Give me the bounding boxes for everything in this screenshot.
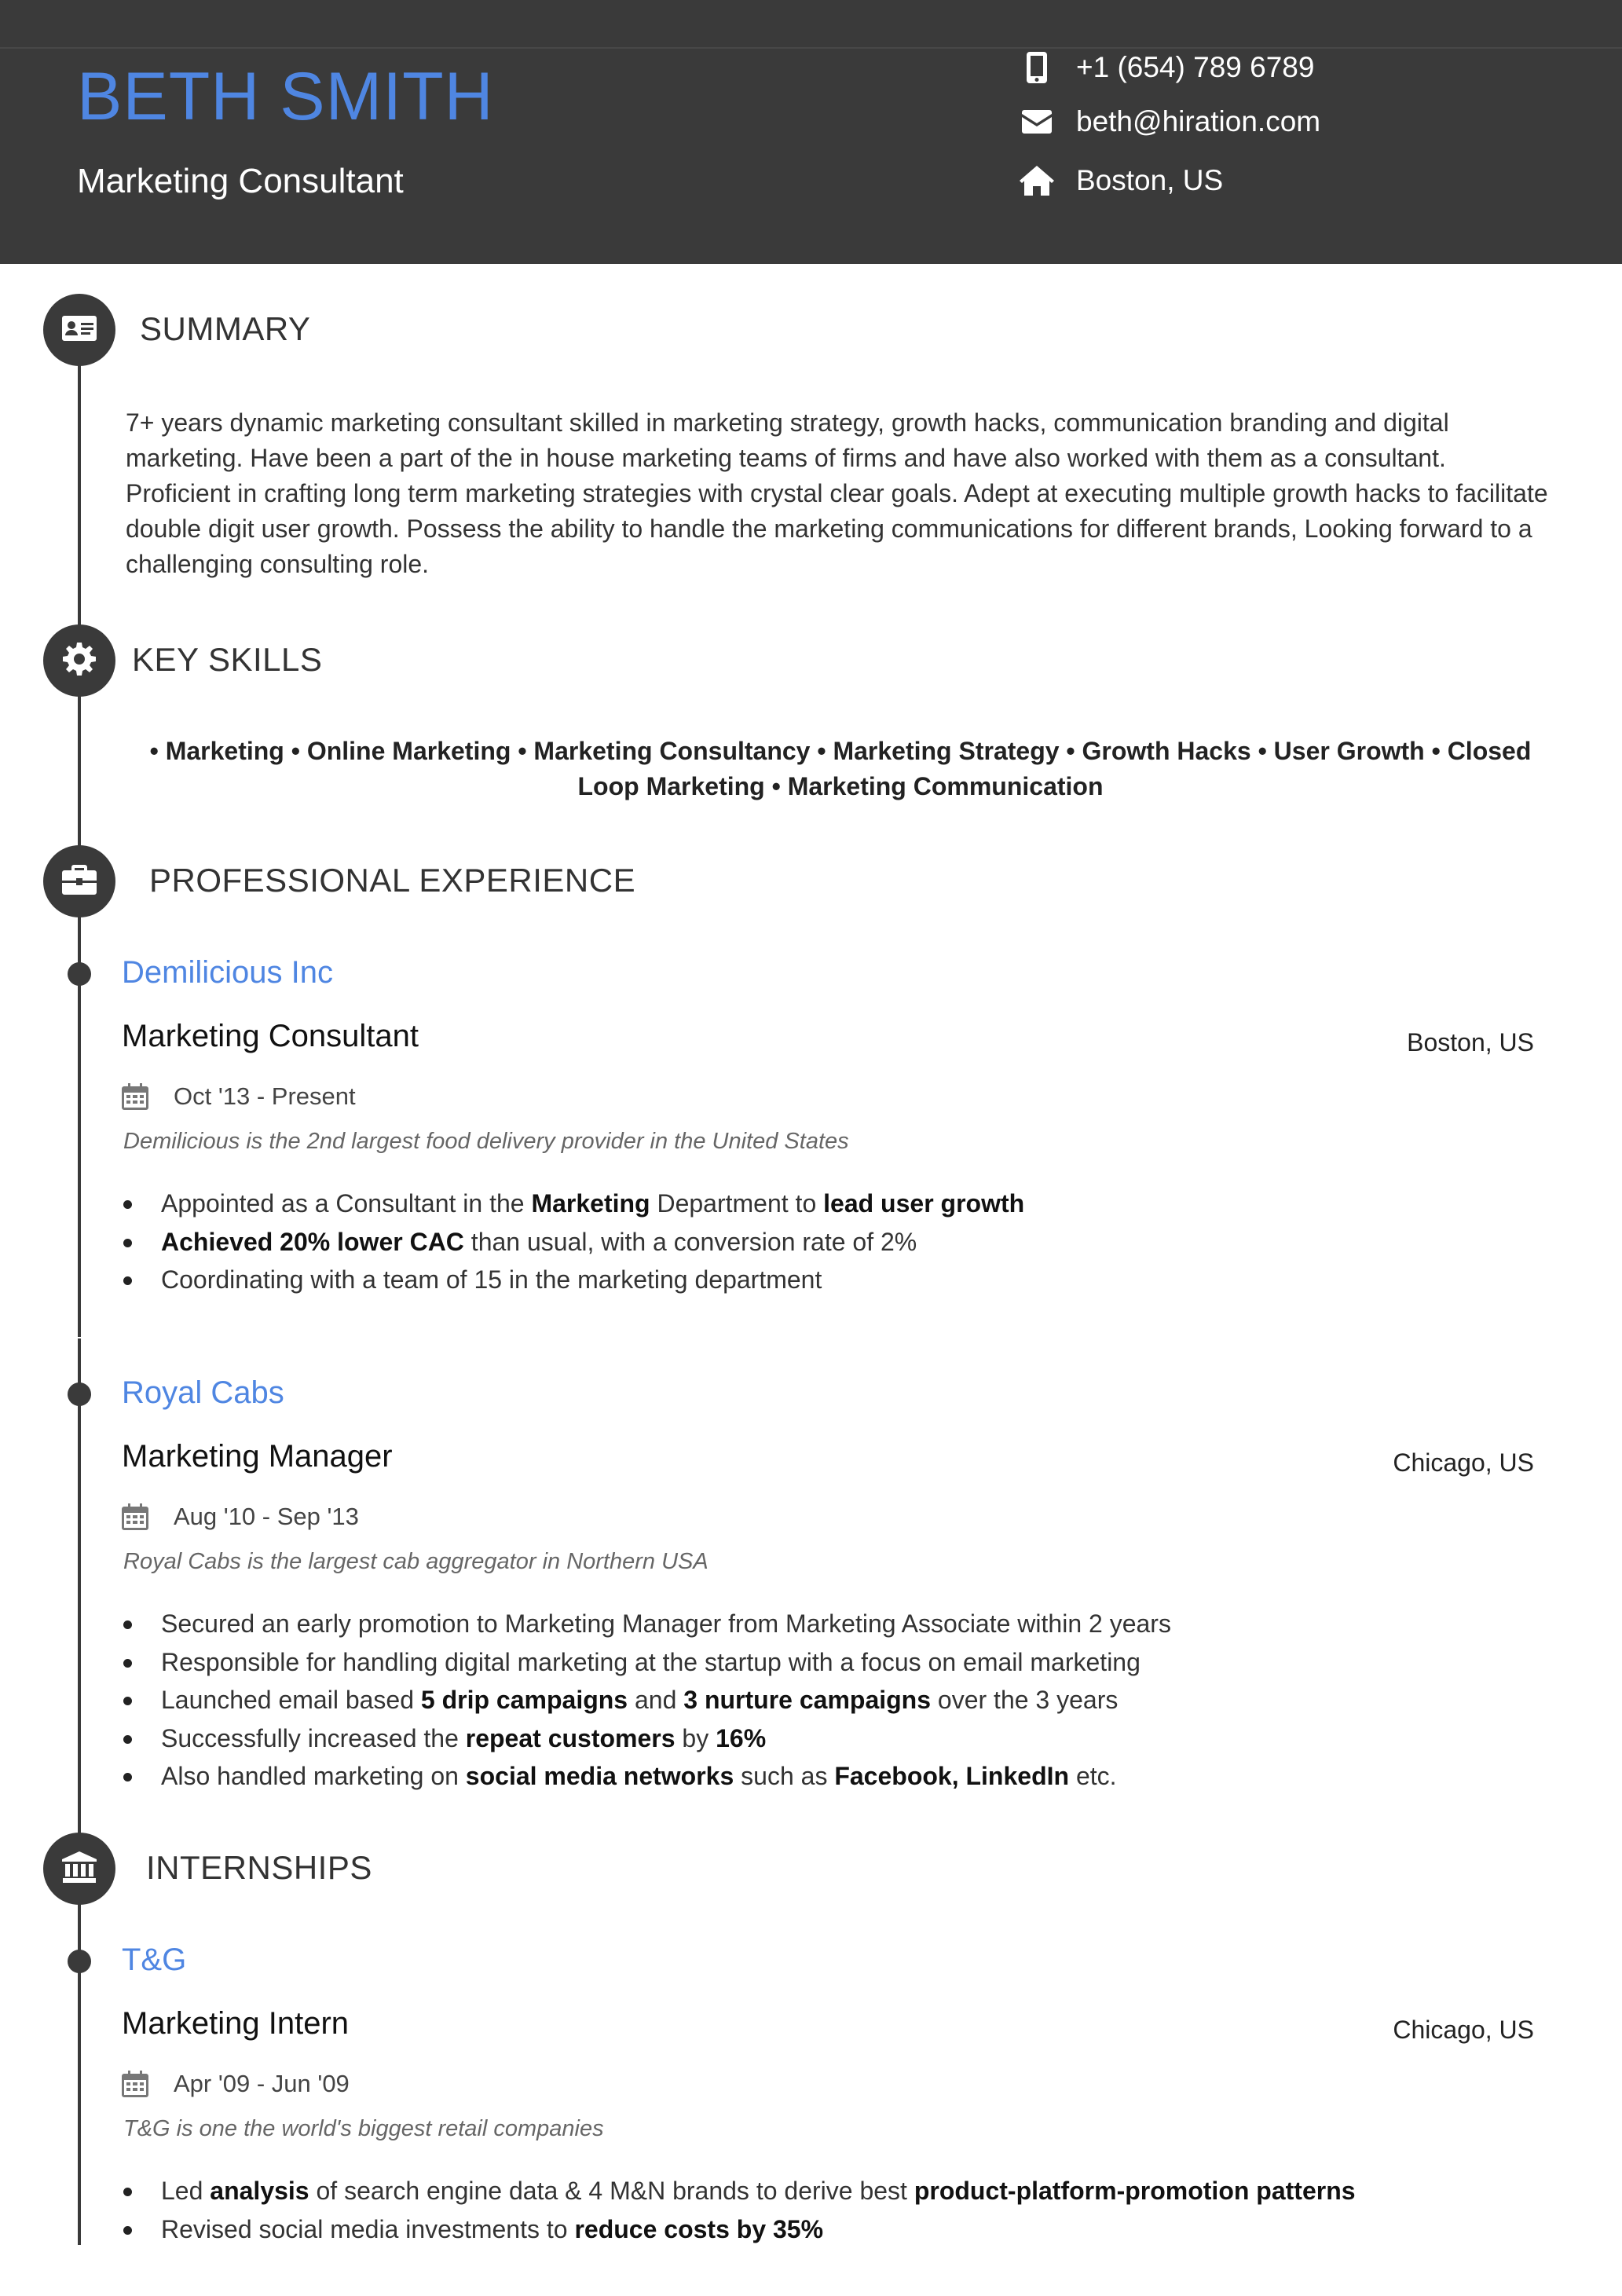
company-name: T&G bbox=[122, 1943, 187, 1977]
job-title: Marketing Consultant bbox=[122, 1019, 419, 1053]
id-card-icon bbox=[62, 316, 97, 345]
job-location: Boston, US bbox=[1407, 1028, 1534, 1056]
job-dates-text: Aug '10 - Sep '13 bbox=[174, 1503, 359, 1530]
contact-phone bbox=[1020, 50, 1314, 85]
company-name: Royal Cabs bbox=[122, 1375, 284, 1410]
envelope-icon bbox=[1020, 104, 1054, 139]
internships-heading: INTERNSHIPS bbox=[146, 1849, 372, 1886]
institution-icon bbox=[62, 1851, 97, 1887]
skills-list: • Marketing • Online Marketing • Marketing Consultancy • Marketing Strategy • Growth Hacks • User Growth • Closed Loop Marketing • Marketing Communication bbox=[149, 737, 1532, 800]
job-marker bbox=[68, 962, 91, 986]
job-marker bbox=[68, 1950, 91, 1973]
bullet-item: Also handled marketing on social media networks such as Facebook, LinkedIn etc. bbox=[122, 1757, 1171, 1796]
mobile-phone-icon bbox=[1020, 50, 1054, 85]
job-dates bbox=[122, 1503, 359, 1531]
job-location: Chicago, US bbox=[1393, 2016, 1534, 2044]
company-description: Demilicious is the 2nd largest food delivery provider in the United States bbox=[123, 1129, 849, 1154]
calendar-icon bbox=[122, 2071, 148, 2097]
bullet-item: Appointed as a Consultant in the Marketing Department to lead user growth bbox=[122, 1185, 1024, 1223]
candidate-name: BETH SMITH bbox=[77, 59, 494, 134]
contact-location bbox=[1020, 163, 1223, 198]
job-dates bbox=[122, 2070, 350, 2098]
job-dates-text: Apr '09 - Jun '09 bbox=[174, 2070, 350, 2097]
bullet-item: Responsible for handling digital marketing at the startup with a focus on email marketing bbox=[122, 1643, 1171, 1682]
job-dates bbox=[122, 1082, 356, 1111]
job-location: Chicago, US bbox=[1393, 1448, 1534, 1477]
email-text: beth@hiration.com bbox=[1076, 105, 1321, 137]
job-bullets bbox=[122, 1185, 1024, 1299]
bullet-item: Secured an early promotion to Marketing Manager from Marketing Associate within 2 years bbox=[122, 1605, 1171, 1643]
bullet-item: Led analysis of search engine data & 4 M&N brands to derive best product-platform-promotion patterns bbox=[122, 2172, 1356, 2210]
job-bullets bbox=[122, 1605, 1171, 1796]
experience-icon-badge bbox=[43, 845, 115, 917]
timeline-line bbox=[78, 330, 81, 1337]
location-text: Boston, US bbox=[1076, 164, 1224, 196]
bullet-item: Coordinating with a team of 15 in the marketing department bbox=[122, 1261, 1024, 1299]
bullet-item: Revised social media investments to reduce costs by 35% bbox=[122, 2210, 1356, 2249]
phone-text: +1 (654) 789 6789 bbox=[1076, 51, 1315, 83]
timeline-line-lower bbox=[78, 1338, 81, 2245]
briefcase-icon bbox=[62, 865, 97, 899]
summary-icon-badge bbox=[43, 294, 115, 366]
bullet-item: Launched email based 5 drip campaigns and 3 nurture campaigns over the 3 years bbox=[122, 1681, 1171, 1719]
experience-heading: PROFESSIONAL EXPERIENCE bbox=[149, 862, 636, 899]
company-description: T&G is one the world's biggest retail companies bbox=[123, 2116, 604, 2141]
contact-email bbox=[1020, 104, 1320, 139]
summary-heading: SUMMARY bbox=[140, 310, 311, 347]
resume-header bbox=[0, 0, 1622, 264]
company-name: Demilicious Inc bbox=[122, 955, 333, 990]
header-divider bbox=[0, 47, 1622, 49]
job-dates-text: Oct '13 - Present bbox=[174, 1082, 356, 1110]
bullet-item: Successfully increased the repeat customers by 16% bbox=[122, 1719, 1171, 1758]
skills-heading: KEY SKILLS bbox=[132, 641, 323, 678]
summary-text: 7+ years dynamic marketing consultant skilled in marketing strategy, growth hacks, communication branding and digital marketing. Have been a part of the in house marketing teams of firms and have also worked with them as a consultant. Proficient in crafting long term marketing strategies with crystal clear goals. Adept at executing multiple growth hacks to facilitate double digit user growth. Possess the ability to handle the marketing communications for different brands, Looking forward to a challenging consulting role. bbox=[126, 408, 1548, 578]
bullet-item: Achieved 20% lower CAC than usual, with a conversion rate of 2% bbox=[122, 1223, 1024, 1262]
calendar-icon bbox=[122, 1503, 148, 1530]
company-description: Royal Cabs is the largest cab aggregator in Northern USA bbox=[123, 1549, 708, 1574]
internships-icon-badge bbox=[43, 1833, 115, 1905]
calendar-icon bbox=[122, 1083, 148, 1110]
job-title: Marketing Manager bbox=[122, 1439, 393, 1474]
job-bullets bbox=[122, 2172, 1356, 2248]
candidate-role: Marketing Consultant bbox=[77, 162, 404, 200]
job-marker bbox=[68, 1382, 91, 1406]
home-icon bbox=[1020, 163, 1054, 198]
job-title: Marketing Intern bbox=[122, 2006, 350, 2041]
skills-icon-badge bbox=[43, 624, 115, 697]
gear-icon bbox=[63, 643, 96, 679]
